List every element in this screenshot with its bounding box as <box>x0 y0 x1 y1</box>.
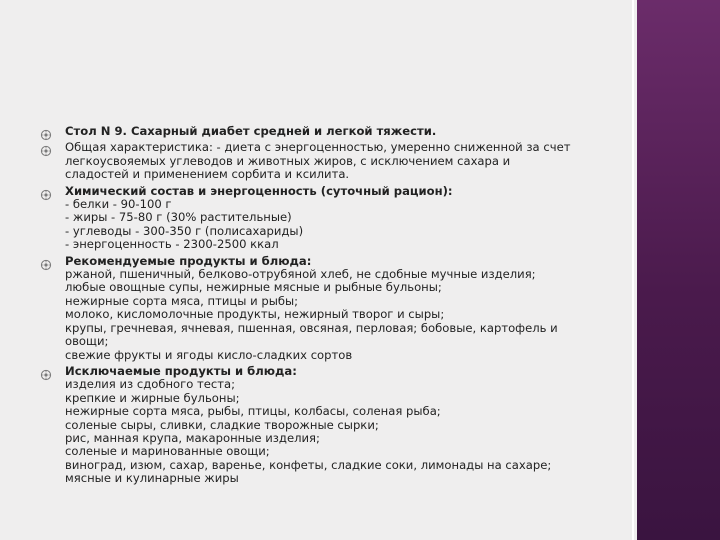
bullet-item <box>40 125 620 138</box>
accent-divider-line <box>632 0 634 540</box>
slide-content <box>40 125 620 489</box>
bullet-item <box>40 185 620 252</box>
item-text-line: - углеводы - 300-350 г (полисахариды) <box>65 223 304 238</box>
bullet-item <box>40 141 620 181</box>
item-text-line: легкоусвояемых углеводов и животных жиров, с исключением сахара и <box>65 153 511 168</box>
accent-band <box>637 0 720 540</box>
item-heading: Химический состав и энергоценность (суточный рацион): <box>65 183 453 198</box>
item-text-line: нежирные сорта мяса, рыбы, птицы, колбасы, соленая рыба; <box>65 404 441 419</box>
item-text-line: мясные и кулинарные жиры <box>65 471 239 486</box>
item-text-line: крепкие и жирные бульоны; <box>65 390 240 405</box>
item-heading: Стол N 9. Сахарный диабет средней и легкой тяжести. <box>65 124 437 138</box>
item-text-line: нежирные сорта мяса, птицы и рыбы; <box>65 293 299 308</box>
item-text-line: рис, манная крупа, макаронные изделия; <box>65 430 320 445</box>
item-text-line: овощи; <box>65 334 109 349</box>
item-text-line: сладостей и применением сорбита и ксилита. <box>65 167 350 182</box>
item-text-line: соленые и маринованные овощи; <box>65 444 270 459</box>
bullet-item <box>40 255 620 362</box>
item-text-line: - энергоценность - 2300-2500 ккал <box>65 237 279 252</box>
sunflower-bullet-icon <box>40 142 52 154</box>
item-text-line: виноград, изюм, сахар, варенье, конфеты, сладкие соки, лимонады на сахаре; <box>65 457 552 472</box>
item-text-line: свежие фрукты и ягоды кисло-сладких сортов <box>65 347 353 362</box>
sunflower-bullet-icon <box>40 256 52 268</box>
item-text-line: молоко, кисломолочные продукты, нежирный творог и сыры; <box>65 307 445 322</box>
item-text-line: крупы, гречневая, ячневая, пшенная, овсяная, перловая; бобовые, картофель и <box>65 320 558 335</box>
sunflower-bullet-icon <box>40 186 52 198</box>
item-text-line: изделия из сдобного теста; <box>65 377 236 392</box>
sunflower-bullet-icon <box>40 366 52 378</box>
bullet-item <box>40 365 620 486</box>
item-heading: Исключаемые продукты и блюда: <box>65 363 297 378</box>
item-text-line: - белки - 90-100 г <box>65 197 172 212</box>
item-text-line: соленые сыры, сливки, сладкие творожные сырки; <box>65 417 379 432</box>
item-heading: Рекомендуемые продукты и блюда: <box>65 253 312 268</box>
item-text-line: любые овощные супы, нежирные мясные и рыбные бульоны; <box>65 280 442 295</box>
sunflower-bullet-icon <box>40 126 52 138</box>
item-text-line: Общая характеристика: - диета с энергоценностью, умеренно сниженной за счет <box>65 140 571 155</box>
item-text-line: ржаной, пшеничный, белково-отрубяной хлеб, не сдобные мучные изделия; <box>65 267 536 282</box>
item-text-line: - жиры - 75-80 г (30% растительные) <box>65 210 292 225</box>
